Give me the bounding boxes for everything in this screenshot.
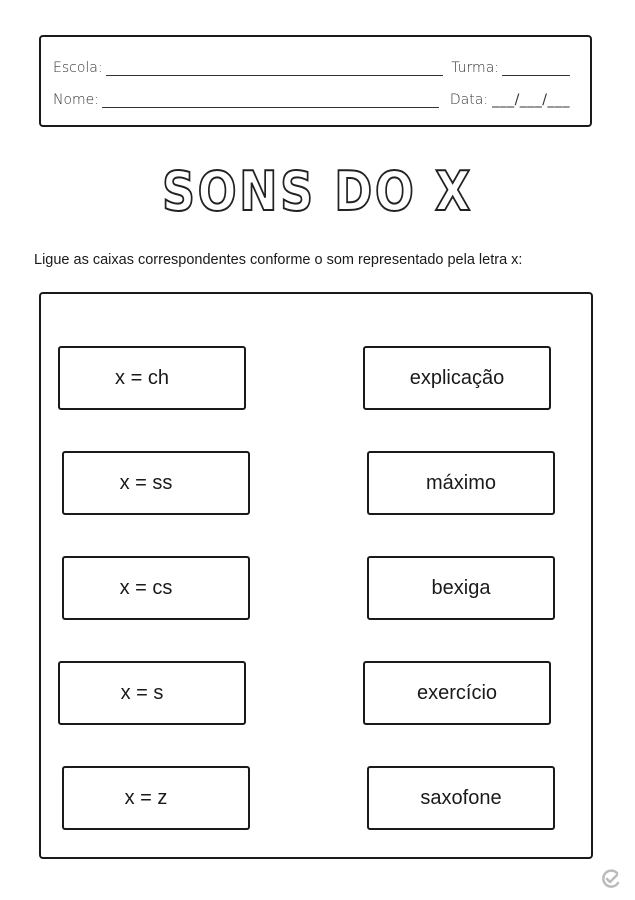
right-box-1[interactable] <box>363 346 551 410</box>
left-box-5[interactable] <box>62 766 250 830</box>
left-box-3-text: x = cs <box>119 576 173 599</box>
page-title: SONS DO X <box>162 160 473 223</box>
right-box-3[interactable] <box>367 556 555 620</box>
right-box-2[interactable] <box>367 451 555 515</box>
right-box-1-text: explicação <box>409 366 505 389</box>
left-box-4[interactable] <box>58 661 246 725</box>
name-label: Nome: <box>53 92 100 108</box>
right-box-3-text: bexiga <box>431 576 491 599</box>
instruction-text: Ligue as caixas correspondentes conforme o som representado pela letra x: <box>34 252 523 268</box>
left-box-4-text: x = s <box>120 681 164 704</box>
school-label: Escola: <box>53 60 103 76</box>
left-box-5-text: x = z <box>124 786 168 809</box>
date-label: Data: <box>449 92 489 108</box>
brand-logo-icon <box>600 868 622 890</box>
matching-exercise-box <box>39 292 593 859</box>
left-box-2[interactable] <box>62 451 250 515</box>
school-field[interactable] <box>106 62 443 76</box>
name-row <box>53 90 570 108</box>
class-field[interactable] <box>502 62 570 76</box>
left-box-3[interactable] <box>62 556 250 620</box>
right-box-5-text: saxofone <box>420 786 502 809</box>
class-label: Turma: <box>451 60 499 76</box>
school-row <box>53 58 570 76</box>
left-box-1-text: x = ch <box>115 366 169 389</box>
right-box-4-text: exercício <box>416 681 498 704</box>
student-info-box <box>39 35 592 127</box>
left-box-1[interactable] <box>58 346 246 410</box>
right-box-5[interactable] <box>367 766 555 830</box>
name-field[interactable] <box>102 94 439 108</box>
left-box-2-text: x = ss <box>119 471 173 494</box>
date-field[interactable]: ___/___/___ <box>492 92 570 108</box>
right-box-4[interactable] <box>363 661 551 725</box>
right-box-2-text: máximo <box>425 471 496 494</box>
